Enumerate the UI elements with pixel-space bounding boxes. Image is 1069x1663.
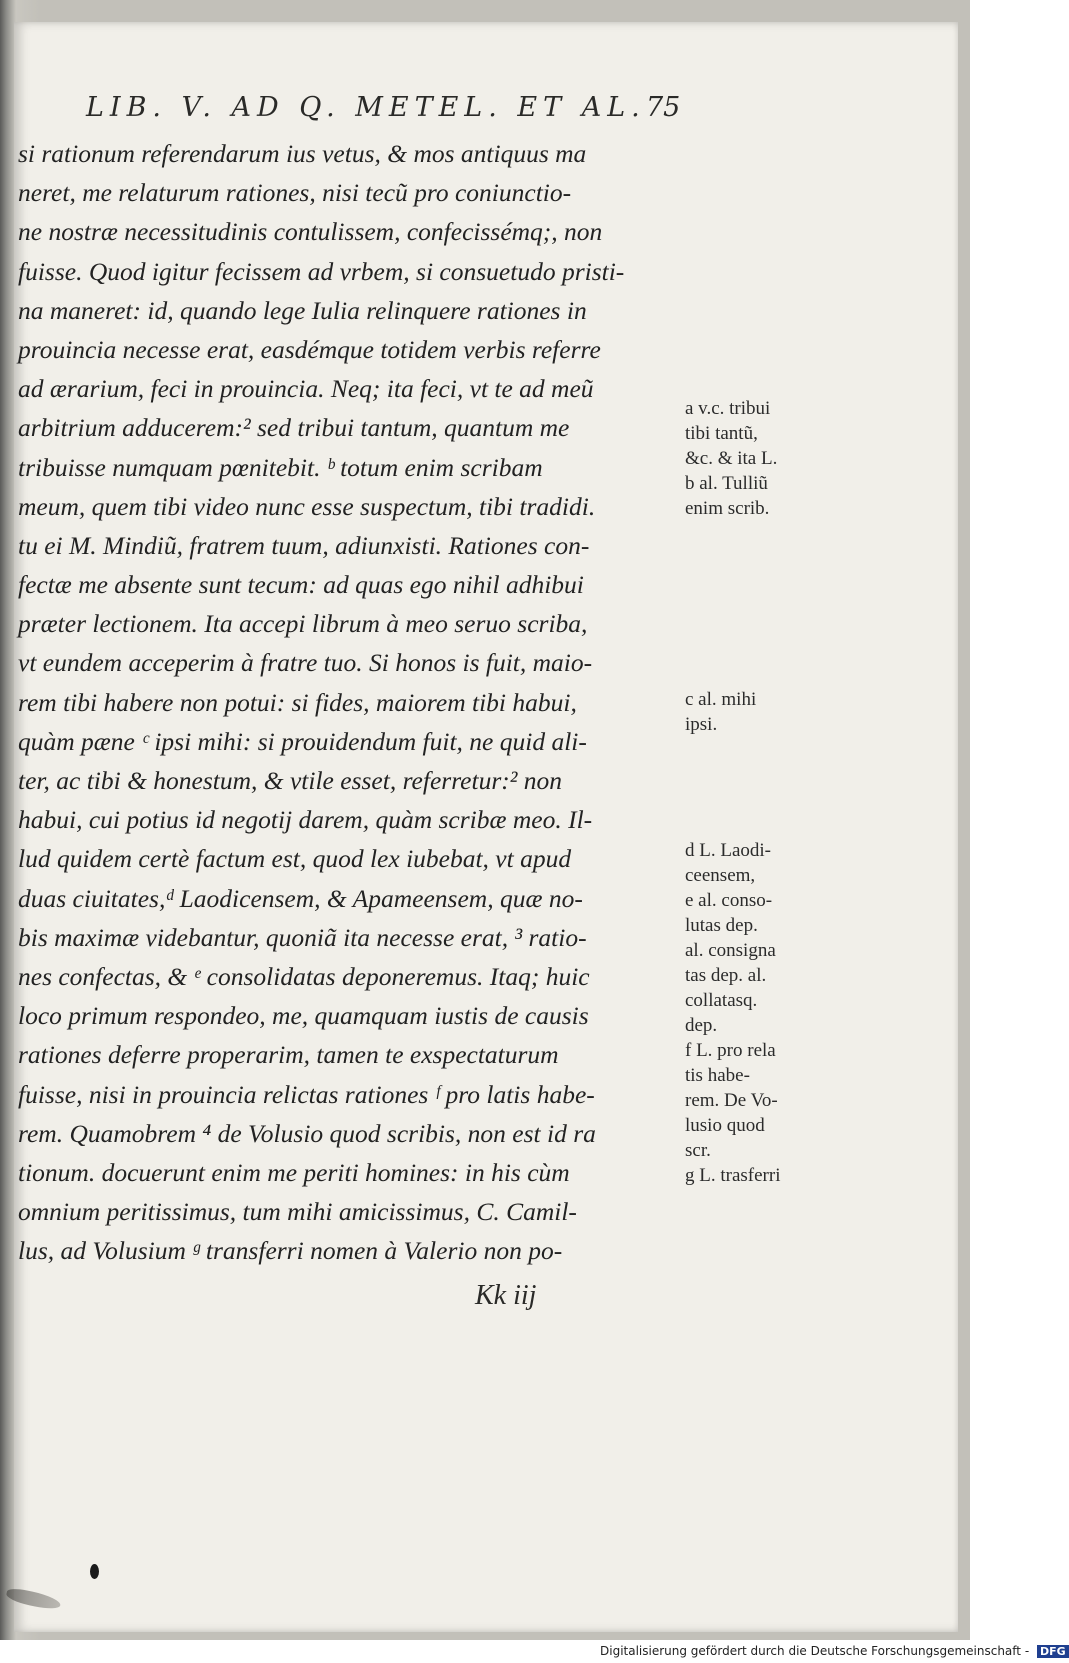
text-line: rem tibi habere non potui: si fides, maiorem tibi habui,: [18, 687, 577, 717]
text-line: rem. Quamobrem ⁴ de Volusio quod scribis, non est id ra: [18, 1118, 596, 1148]
text-line: tu ei M. Mindiũ, fratrem tuum, adiunxisti. Rationes con-: [18, 530, 590, 560]
ink-blot: [90, 1564, 99, 1579]
text-line: fectæ me absente sunt tecum: ad quas ego nihil adhibui: [18, 570, 584, 600]
text-line: arbitrium adducerem:² sed tribui tantum, quantum me: [18, 413, 570, 443]
text-line: si rationum referendarum ius vetus, & mos antiquus ma: [18, 139, 587, 168]
text-line: lus, ad Volusium ᵍ transferri nomen à Valerio non po-: [18, 1236, 563, 1266]
text-line: ad ærarium, feci in prouincia. Neq; ita feci, vt te ad meũ: [18, 374, 594, 404]
folio-number: 75: [646, 92, 681, 123]
text-line: na maneret: id, quando lege Iulia relinquere rationes in: [18, 295, 587, 325]
marginal-line: tis habe-: [685, 1065, 750, 1086]
marginal-line: c al. mihi: [685, 689, 757, 710]
marginal-line: ipsi.: [685, 714, 718, 735]
text-line: meum, quem tibi video nunc esse suspectum, tibi tradidi.: [18, 491, 596, 521]
marginal-line: collatasq.: [685, 990, 758, 1011]
text-line: nes confectas, & ᵉ consolidatas deponeremus. Itaq; huic: [18, 961, 590, 991]
marginal-line: scr.: [685, 1140, 711, 1161]
text-line: neret, me relaturum rationes, nisi tecũ pro coniunctio-: [18, 178, 572, 208]
marginal-line: dep.: [685, 1015, 718, 1036]
dfg-logo: DFG: [1037, 1645, 1069, 1658]
marginal-line: f L. pro rela: [685, 1040, 776, 1061]
catchword: Kk iij: [475, 1280, 537, 1311]
marginal-line: a v.c. tribui: [685, 398, 771, 419]
marginal-line: b al. Tulliũ: [685, 473, 768, 494]
text-line: loco primum respondeo, me, quamquam iustis de causis: [18, 1001, 589, 1031]
text-line: rationes deferre properarim, tamen te exspectaturum: [18, 1040, 559, 1070]
text-line: ne nostræ necessitudinis contulissem, confecissémq;, non: [18, 217, 603, 247]
text-line: lud quidem certè factum est, quod lex iubebat, vt apud: [18, 844, 572, 874]
text-line: quàm pæne ᶜ ipsi mihi: si prouidendum fuit, ne quid ali-: [18, 726, 587, 756]
text-line: bis maximæ videbantur, quoniã ita necesse erat, ³ ratio-: [18, 922, 587, 952]
running-title: LIB. V. AD Q. METEL. ET AL.: [86, 92, 646, 123]
marginal-line: d L. Laodi-: [685, 840, 772, 861]
digitization-footer: [600, 1644, 1066, 1663]
main-text-block: [18, 134, 686, 1270]
marginal-note-a: [685, 396, 820, 521]
marginal-line: enim scrib.: [685, 498, 770, 519]
footer-text: Digitalisierung gefördert durch die Deutsche Forschungsgemeinschaft -: [600, 1644, 1030, 1658]
text-line: tionum. docuerunt enim me periti homines: in his cùm: [18, 1157, 570, 1187]
text-line: ter, ac tibi & honestum, & vtile esset, referretur:² non: [18, 766, 563, 795]
text-line: fuisse, nisi in prouincia relictas rationes ᶠ pro latis habe-: [18, 1079, 595, 1109]
marginal-line: lutas dep.: [685, 915, 758, 936]
marginal-line: ceensem,: [685, 865, 756, 886]
marginal-line: tas dep. al.: [685, 965, 767, 986]
marginal-line: tibi tantũ,: [685, 423, 758, 444]
text-line: prouincia necesse erat, easdémque totidem verbis referre: [18, 334, 601, 364]
marginal-line: g L. trasferri: [685, 1165, 781, 1186]
marginal-note-d: [685, 838, 820, 1188]
marginal-note-c: [685, 687, 820, 737]
marginal-line: al. consigna: [685, 940, 776, 961]
text-line: duas ciuitates,ᵈ Laodicensem, & Apameensem, quæ no-: [18, 883, 583, 913]
running-header: [86, 92, 686, 132]
marginal-line: &c. & ita L.: [685, 448, 778, 469]
marginal-line: lusio quod: [685, 1115, 765, 1136]
text-line: præter lectionem. Ita accepi librum à meo seruo scriba,: [18, 609, 588, 639]
text-line: fuisse. Quod igitur fecissem ad vrbem, si consuetudo pristi-: [18, 256, 625, 286]
marginal-line: e al. conso-: [685, 890, 773, 911]
marginal-line: rem. De Vo-: [685, 1090, 778, 1111]
text-line: omnium peritissimus, tum mihi amicissimus, C. Camil-: [18, 1197, 577, 1227]
text-line: tribuisse numquam pœnitebit. ᵇ totum enim scribam: [18, 452, 543, 482]
text-line: habui, cui potius id negotij darem, quàm scribæ meo. Il-: [18, 805, 593, 835]
text-line: vt eundem acceperim à fratre tuo. Si honos is fuit, maio-: [18, 648, 593, 678]
